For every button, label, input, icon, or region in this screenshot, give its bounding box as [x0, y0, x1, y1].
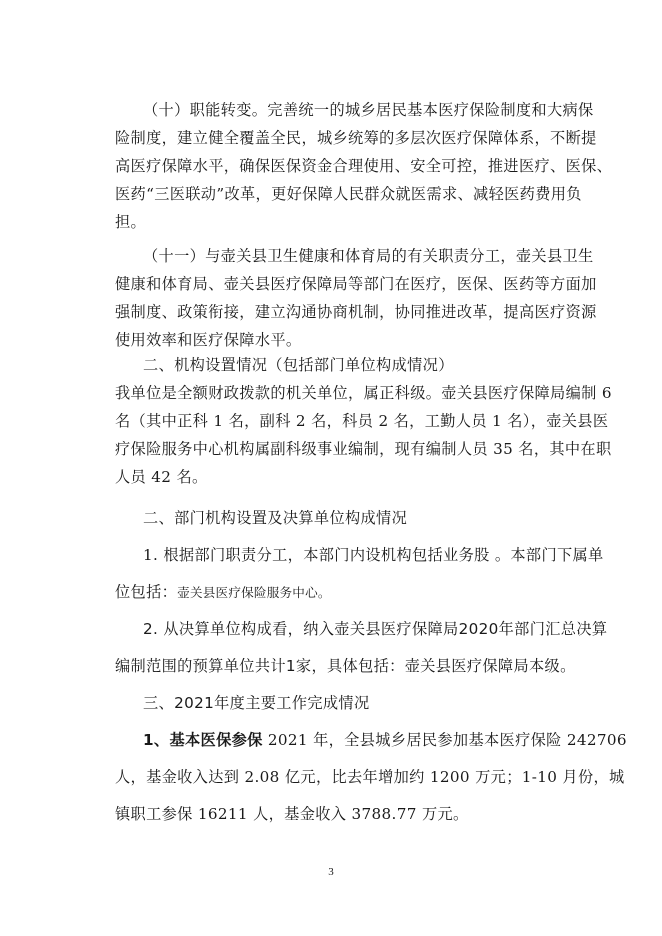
item-1-line-1: 1. 根据部门职责分工，本部门内设机构包括业务股 。本部门下属单 [143, 546, 604, 564]
item-2-line-1: 2. 从决算单位构成看，纳入壶关县医疗保障局2020年部门汇总决算 [143, 620, 608, 638]
work-line-1-text: 2021 年，全县城乡居民参加基本医疗保险 242706 [262, 731, 627, 749]
para-11-line-1: （十一）与壶关县卫生健康和体育局的有关职责分工，壶关县卫生 [143, 247, 594, 265]
work-line-2: 人，基金收入达到 2.08 亿元，比去年增加约 1200 万元；1-10 月份，城 [115, 768, 625, 786]
item-2-line-2: 编制范围的预算单位共计1家，具体包括：壶关县医疗保障局本级。 [115, 657, 576, 675]
para-10-line-5: 担。 [115, 213, 147, 231]
para-11-line-2: 健康和体育局、壶关县医疗保障局等部门在医疗，医保、医药等方面加 [115, 275, 597, 293]
org-line-2: 名（其中正科 1 名，副科 2 名，科员 2 名，工勤人员 1 名），壶关县医 [115, 412, 609, 430]
para-11-line-4: 使用效率和医疗保障水平。 [115, 331, 302, 349]
para-10-line-4: 医药“三医联动”改革，更好保障人民群众就医需求、减轻医药费用负 [115, 185, 582, 203]
section-heading-org: 二、机构设置情况（包括部门单位构成情况） [143, 356, 454, 374]
work-line-1 [143, 730, 627, 750]
section-heading-structure: 二、部门机构设置及决算单位构成情况 [143, 509, 408, 527]
item-1-line-2 [115, 582, 331, 603]
section-heading-work: 三、2021年度主要工作完成情况 [143, 694, 370, 712]
para-10-line-1: （十）职能转变。完善统一的城乡居民基本医疗保险制度和大病保 [143, 101, 594, 119]
para-11-line-3: 强制度、政策衔接，建立沟通协商机制，协同推进改革，提高医疗资源 [115, 303, 597, 321]
work-line-3: 镇职工参保 16211 人，基金收入 3788.77 万元。 [115, 805, 469, 823]
item-1-units: 壶关县医疗保险服务中心。 [177, 585, 331, 600]
para-10-line-3: 高医疗保障水平，确保医保资金合理使用、安全可控，推进医疗、医保、 [115, 157, 613, 175]
org-line-3: 疗保险服务中心机构属副科级事业编制，现有编制人员 35 名，其中在职 [115, 440, 612, 458]
work-title: 1、基本医保参保 [143, 731, 263, 749]
page-number: 3 [328, 866, 334, 878]
org-line-4: 人员 42 名。 [115, 468, 208, 486]
org-line-1: 我单位是全额财政拨款的机关单位，属正科级。壶关县医疗保障局编制 6 [115, 384, 612, 402]
item-1-prefix: 位包括： [115, 583, 178, 601]
para-10-line-2: 险制度，建立健全覆盖全民，城乡统筹的多层次医疗保障体系，不断提 [115, 129, 597, 147]
